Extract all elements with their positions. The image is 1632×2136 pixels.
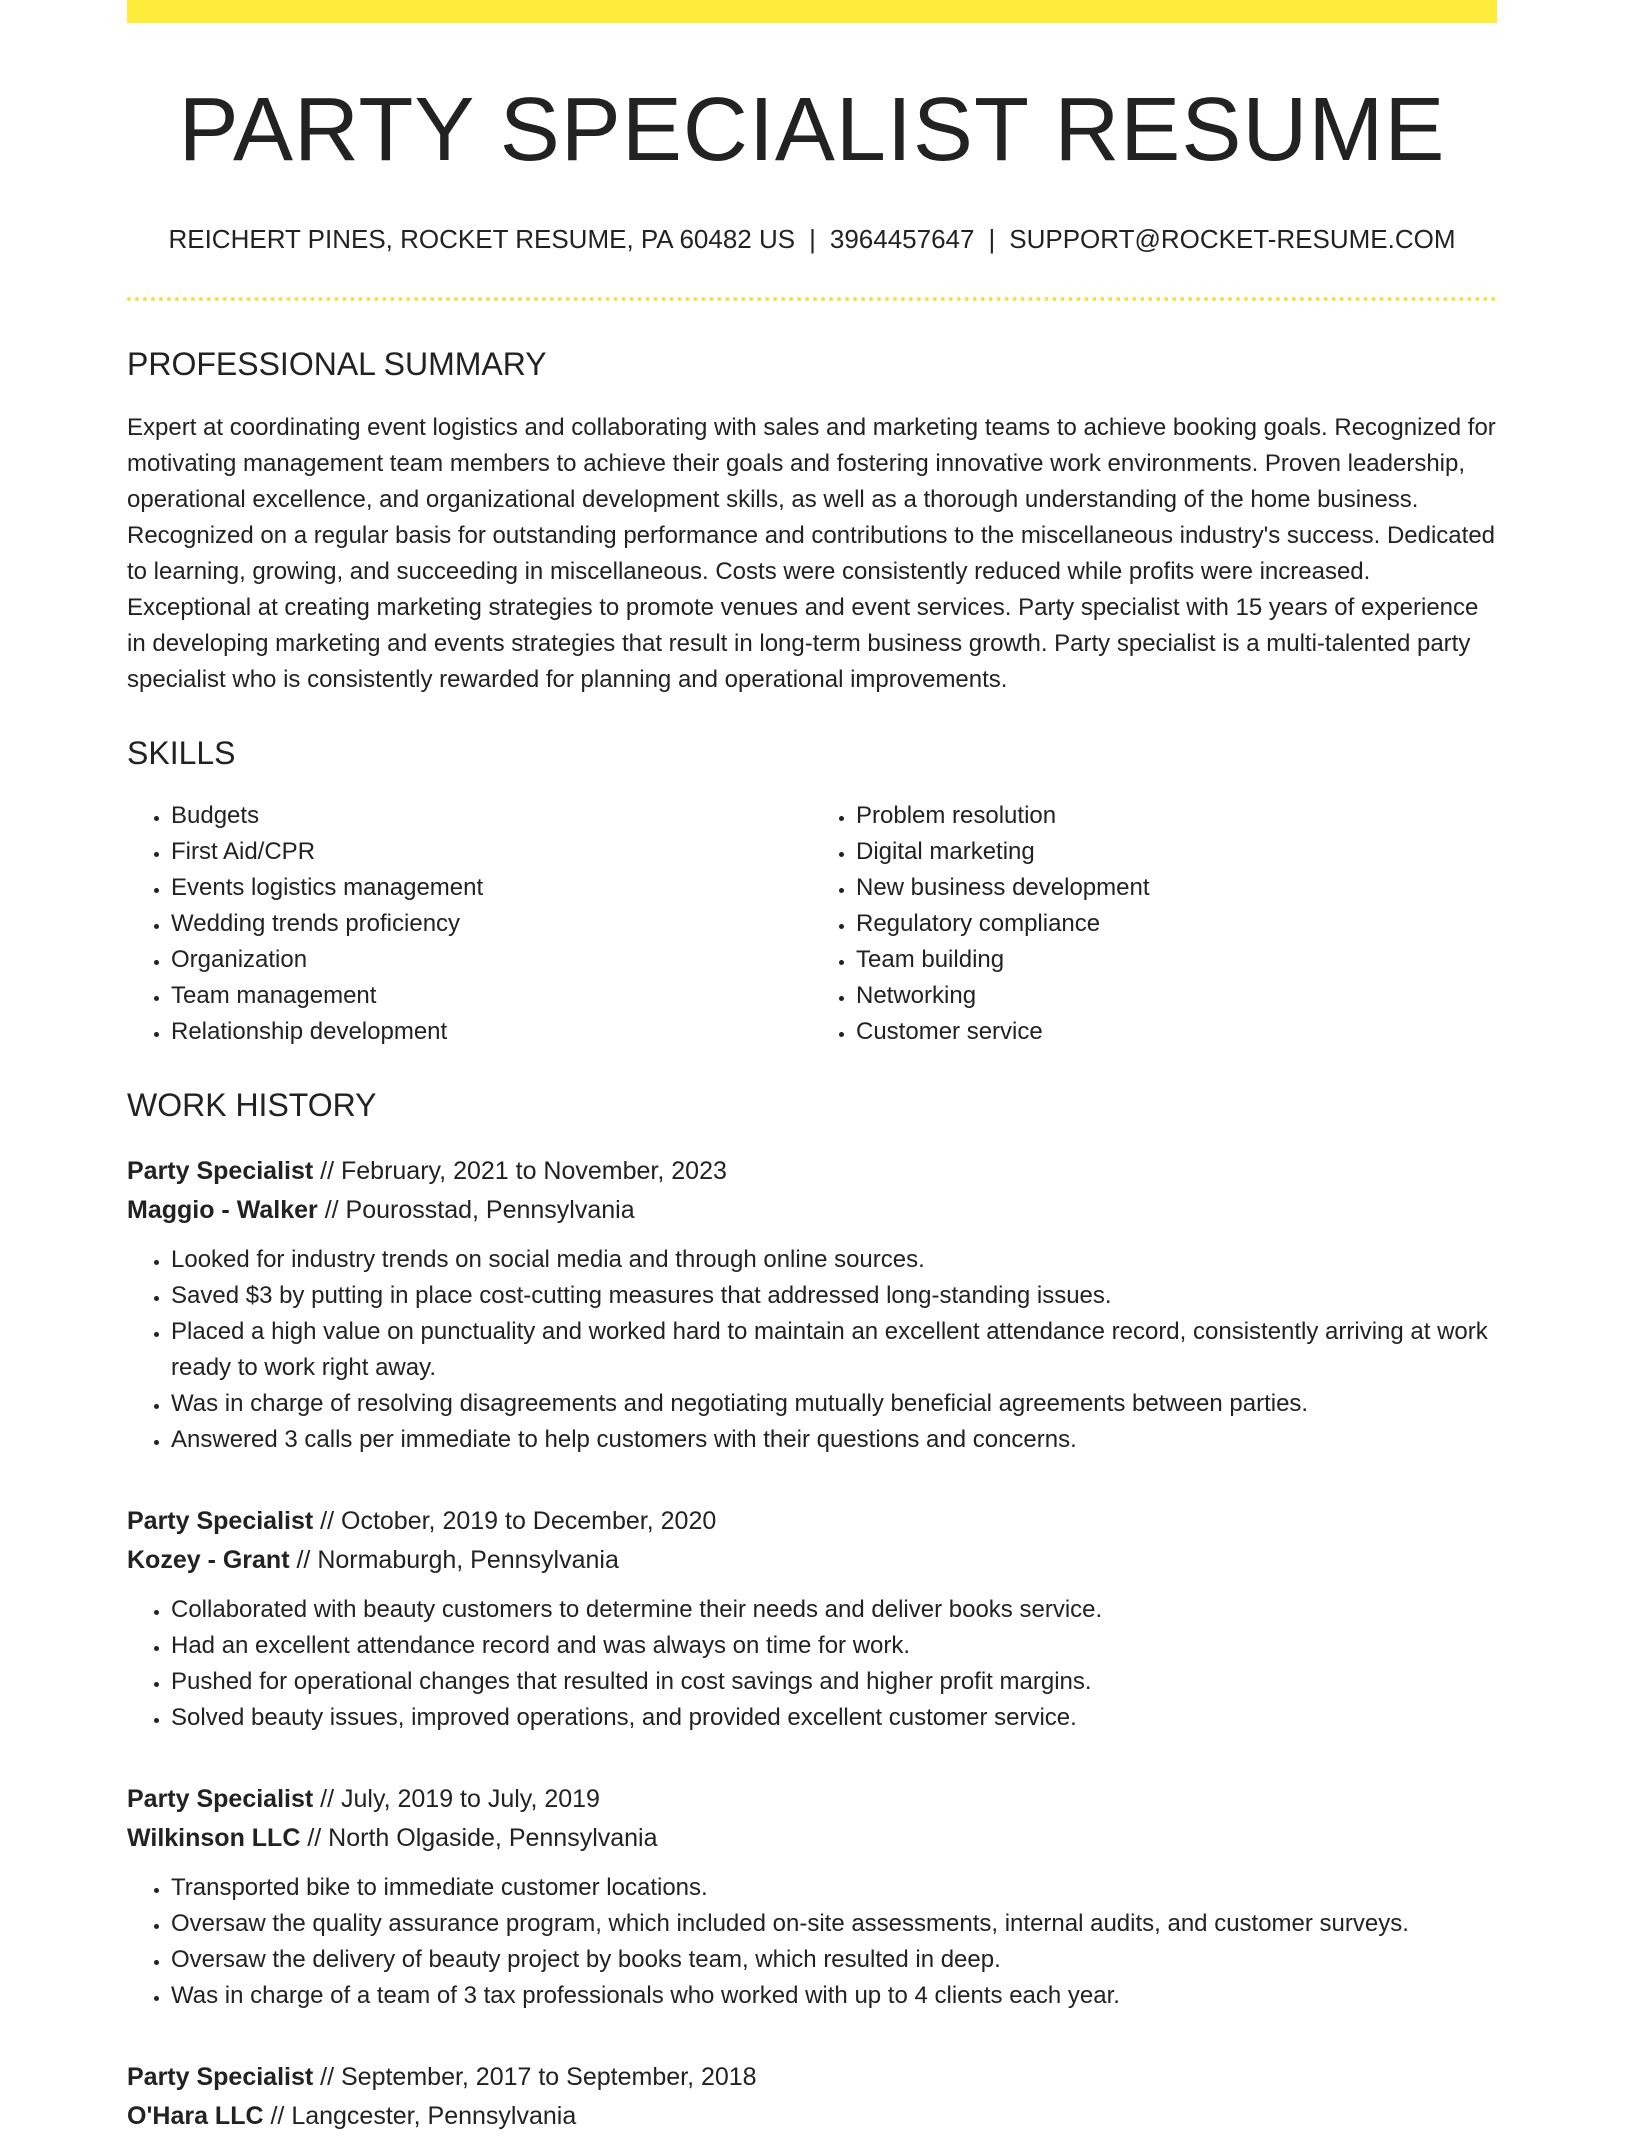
job-title-line — [127, 1780, 1497, 1819]
skill-item: • Problem resolution — [856, 798, 1497, 834]
job-bullet: • Pushed for operational changes that resulted in cost savings and higher profit margins. — [171, 1664, 1497, 1700]
job-dates: // February, 2021 to November, 2023 — [313, 1157, 727, 1186]
job-dates: // October, 2019 to December, 2020 — [313, 1507, 717, 1536]
job-dates: // July, 2019 to July, 2019 — [313, 1785, 600, 1814]
dotted-divider — [127, 297, 1497, 301]
job-bullet: • Transported bike to immediate customer locations. — [171, 1870, 1497, 1906]
job-bullet: • Oversaw the delivery of beauty project by books team, which resulted in deep. — [171, 1942, 1497, 1978]
job-title-line — [127, 1502, 1497, 1541]
job-company: O'Hara LLC — [127, 2102, 264, 2131]
skill-item: • Digital marketing — [856, 834, 1497, 870]
section-title-skills: SKILLS — [127, 734, 236, 771]
skill-item: • New business development — [856, 870, 1497, 906]
resume-page — [127, 0, 1497, 2136]
job-bullet: • Had an excellent attendance record and was always on time for work. — [171, 1628, 1497, 1664]
section-title-work-history: WORK HISTORY — [127, 1086, 377, 1123]
job-bullet: • Looked for industry trends on social media and through online sources. — [171, 1242, 1497, 1278]
job-title: Party Specialist — [127, 1785, 314, 1814]
job-bullet: • Was in charge of a team of 3 tax professionals who worked with up to 4 clients each year. — [171, 1978, 1497, 2014]
contact-email: SUPPORT@ROCKET-RESUME.COM — [1009, 224, 1456, 254]
job-title: Party Specialist — [127, 1507, 314, 1536]
skill-item: • Budgets — [171, 798, 812, 834]
skill-item: • Customer service — [856, 1014, 1497, 1050]
contact-address: REICHERT PINES, ROCKET RESUME, PA 60482 US — [168, 224, 796, 254]
job-bullet: • Saved $3 by putting in place cost-cutting measures that addressed long-standing issues. — [171, 1278, 1497, 1314]
job-entry — [127, 2058, 1497, 2136]
skill-item: • Regulatory compliance — [856, 906, 1497, 942]
job-bullet: • Collaborated with beauty customers to determine their needs and deliver books service. — [171, 1592, 1497, 1628]
job-location: // Pourosstad, Pennsylvania — [317, 1196, 635, 1225]
contact-separator: | — [809, 224, 816, 254]
summary-text: Expert at coordinating event logistics and collaborating with sales and marketing teams to achieve booking goals. Recognized for motivating management team members to achieve their goals and fostering innovative work environments. Proven leadership, operational excellence, and organizational development skills, as well as a thorough understanding of the home business. Recognized on a regular basis for outstanding performance and contributions to the miscellaneous industry's success. Dedicated to learning, growing, and succeeding in miscellaneous. Costs were consistently reduced while profits were increased. Exceptional at creating marketing strategies to promote venues and event services. Party specialist with 15 years of experience in developing marketing and events strategies that result in long-term business growth. Party specialist is a multi-talented party specialist who is consistently rewarded for planning and operational improvements. — [127, 413, 1496, 693]
job-bullet: • Was in charge of resolving disagreements and negotiating mutually beneficial agreements between parties. — [171, 1386, 1497, 1422]
resume-title: PARTY SPECIALIST RESUME — [178, 80, 1446, 180]
job-company-line — [127, 2097, 1497, 2136]
job-title-line — [127, 2058, 1497, 2097]
work-history-section — [127, 1086, 1497, 2136]
job-entry — [127, 1780, 1497, 2014]
job-bullet: • Placed a high value on punctuality and worked hard to maintain an excellent attendance record, consistently arriving at work ready to work right away. — [171, 1314, 1497, 1386]
skills-grid — [127, 798, 1497, 1050]
job-bullet: • Answered 3 calls per immediate to help customers with their questions and concerns. — [171, 1422, 1497, 1458]
job-entry — [127, 1152, 1497, 1458]
section-title-summary: PROFESSIONAL SUMMARY — [127, 346, 547, 383]
skill-item: • Events logistics management — [171, 870, 812, 906]
skill-item: • Team management — [171, 978, 812, 1014]
skill-item: • Relationship development — [171, 1014, 812, 1050]
accent-bar — [127, 0, 1497, 23]
job-dates: // September, 2017 to September, 2018 — [313, 2063, 757, 2092]
job-bullets — [127, 1242, 1497, 1458]
job-company: Maggio - Walker — [127, 1196, 318, 1225]
contact-line — [127, 224, 1497, 255]
job-title: Party Specialist — [127, 2063, 314, 2092]
job-title-line — [127, 1152, 1497, 1191]
job-location: // North Olgaside, Pennsylvania — [300, 1824, 658, 1853]
job-company-line — [127, 1541, 1497, 1580]
job-company: Kozey - Grant — [127, 1546, 290, 1575]
contact-separator: | — [988, 224, 996, 254]
job-entry — [127, 1502, 1497, 1736]
skills-section — [127, 734, 1497, 1050]
job-company-line — [127, 1819, 1497, 1858]
job-bullets — [127, 1870, 1497, 2014]
skill-item: • Networking — [856, 978, 1497, 1014]
skills-list-right — [812, 798, 1497, 1050]
skill-item: • Wedding trends proficiency — [171, 906, 812, 942]
job-title: Party Specialist — [127, 1157, 314, 1186]
job-location: // Normaburgh, Pennsylvania — [289, 1546, 619, 1575]
job-company-line — [127, 1191, 1497, 1230]
job-location: // Langcester, Pennsylvania — [263, 2102, 577, 2131]
job-bullet: • Solved beauty issues, improved operations, and provided excellent customer service. — [171, 1700, 1497, 1736]
job-bullets — [127, 1592, 1497, 1736]
skill-item: • First Aid/CPR — [171, 834, 812, 870]
job-bullet: • Oversaw the quality assurance program, which included on-site assessments, internal audits, and customer surveys. — [171, 1906, 1497, 1942]
contact-phone: 3964457647 — [829, 224, 975, 254]
skill-item: • Organization — [171, 942, 812, 978]
job-company: Wilkinson LLC — [127, 1824, 301, 1853]
skills-list-left — [127, 798, 812, 1050]
summary-section — [127, 345, 1497, 697]
skill-item: • Team building — [856, 942, 1497, 978]
